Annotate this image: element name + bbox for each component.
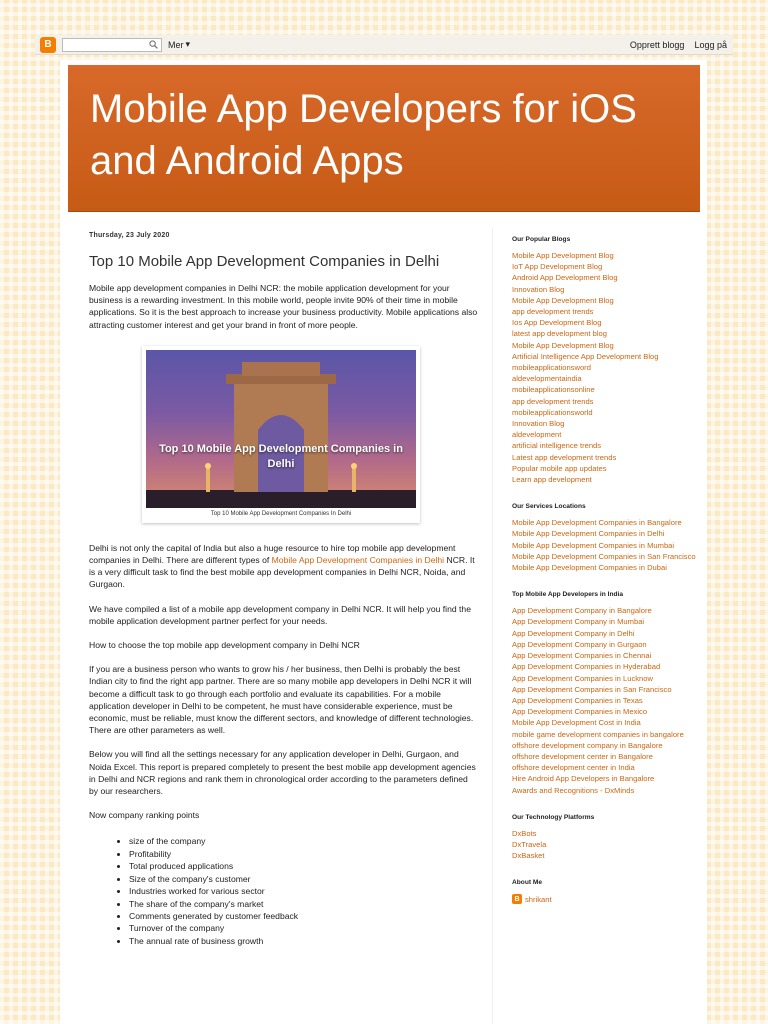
create-blog-link[interactable]: Opprett blogg: [629, 39, 685, 50]
sidebar-link[interactable]: Awards and Recognitions - DxMinds: [512, 785, 635, 795]
top-developers-heading: Top Mobile App Developers in India: [512, 591, 624, 599]
list-item: • Profitability: [129, 848, 479, 860]
india-gate-image[interactable]: [146, 350, 416, 508]
sidebar-link[interactable]: App Development Companies in Texas: [512, 695, 643, 705]
login-link[interactable]: Logg på: [694, 39, 727, 50]
image-caption: Top 10 Mobile App Development Companies In Delhi: [210, 511, 352, 517]
post-intro: Mobile app development companies in Delhi NCR: the mobile application development for your business is a rewarding investment. In this mobile world, people invite 90% of their time in mobile applications. So it is the best approach to increase your business productivity. Mobile applications also attracting customer interest and get your brand in front of more people.: [89, 283, 478, 330]
chevron-down-icon: ▾: [185, 39, 191, 49]
list-item: • Total produced applications: [129, 860, 479, 872]
sidebar-link[interactable]: Mobile App Development Companies in Dubai: [512, 563, 667, 573]
blogger-logo-icon[interactable]: B: [40, 37, 56, 53]
post-title[interactable]: Top 10 Mobile App Development Companies in Delhi: [89, 253, 440, 270]
sidebar-link[interactable]: Mobile App Development Blog: [512, 340, 614, 350]
post-paragraph-3: How to choose the top mobile app development company in Delhi NCR: [89, 640, 360, 651]
search-icon[interactable]: [149, 40, 158, 49]
sidebar-link[interactable]: IoT App Development Blog: [512, 262, 603, 272]
sidebar-link[interactable]: App Development Company in Mumbai: [512, 617, 645, 627]
author-profile: [512, 894, 702, 904]
sidebar-link[interactable]: Mobile App Development Companies in Delhi: [512, 529, 665, 539]
sidebar-link[interactable]: App Development Companies in Lucknow: [512, 673, 653, 683]
sidebar-link[interactable]: Learn app development: [512, 475, 592, 485]
sidebar-link[interactable]: Hire Android App Developers in Bangalore: [512, 774, 655, 784]
sidebar-link[interactable]: mobile game development companies in bangalore: [512, 729, 684, 739]
image-overlay-text: Top 10 Mobile App Development Companies in Delhi: [159, 443, 403, 470]
list-item: • Turnover of the company: [129, 922, 479, 934]
sidebar-link[interactable]: mobileapplicationsonline: [512, 385, 595, 395]
post-paragraph-4: If you are a business person who wants to grow his / her business, then Delhi is probably the best Indian city to find the right app partner. There are so many mobile app developers in Delhi NCR it will become a difficult task to go through each portfolio and evaluate its capabilities. For a mobile application developer in Delhi to be competent, he must have considerable experience, must be economic, must be reliable, must know the different sectors, and knowledge of different technologies. There are other parameters as well.: [89, 664, 474, 736]
sidebar-link[interactable]: App Development Company in Gurgaon: [512, 639, 647, 649]
list-item: • Industries worked for various sector: [129, 885, 479, 897]
sidebar-link[interactable]: App Development Companies in Hyderabad: [512, 662, 661, 672]
sidebar-link[interactable]: Popular mobile app updates: [512, 463, 607, 473]
sidebar-link[interactable]: app development trends: [512, 396, 594, 406]
blogger-profile-icon: B: [512, 894, 522, 904]
sidebar-link[interactable]: mobileapplicationsword: [512, 363, 591, 373]
sidebar-link[interactable]: offshore development company in Bangalore: [512, 740, 663, 750]
sidebar-link[interactable]: App Development Companies in Mexico: [512, 707, 648, 717]
list-item: • The annual rate of business growth: [129, 935, 479, 947]
sidebar: [512, 236, 702, 904]
post-paragraph-2: We have compiled a list of a mobile app development company in Delhi NCR. It will help you find the mobile application development partner perfect for your needs.: [89, 603, 471, 626]
sidebar-link[interactable]: Mobile App Development Blog: [512, 295, 614, 305]
sidebar-link[interactable]: offshore development center in Bangalore: [512, 751, 653, 761]
list-item: • size of the company: [129, 835, 479, 847]
sidebar-link[interactable]: Artificial Intelligence App Development Blog: [512, 351, 659, 361]
blog-page: [60, 60, 707, 1024]
sidebar-link[interactable]: Latest app development trends: [512, 452, 617, 462]
sidebar-link[interactable]: Mobile App Development Cost in India: [512, 718, 641, 728]
ranking-points-list: [129, 835, 479, 947]
sidebar-link[interactable]: Innovation Blog: [512, 419, 565, 429]
sidebar-link[interactable]: aldevelopment: [512, 430, 562, 440]
sidebar-link[interactable]: App Development Company in Delhi: [512, 628, 635, 638]
post-date: Thursday, 23 July 2020: [89, 232, 170, 239]
sidebar-link[interactable]: Android App Development Blog: [512, 273, 618, 283]
service-locations-list: [512, 517, 702, 573]
blog-header: [68, 65, 700, 212]
sidebar-link[interactable]: App Development Companies in Chennai: [512, 651, 652, 661]
sidebar-link[interactable]: DxTravela: [512, 839, 547, 849]
post-paragraph-5: Below you will find all the settings necessary for any application developer in Delhi, Gurgaon, and Noida Excel. This report is prepared completely to present the best mobile app development agencies in Delhi and NCR regions and rank them in chronological order according to the parameters defined by our researchers.: [89, 749, 476, 797]
author-name-link[interactable]: shrikant: [525, 894, 552, 904]
technology-platforms-list: [512, 828, 702, 862]
sidebar-link[interactable]: DxBasket: [512, 851, 545, 861]
delhi-companies-link[interactable]: Mobile App Development Companies in Delhi: [271, 555, 445, 566]
column-divider: [492, 228, 493, 1024]
popular-blogs-heading: Our Popular Blogs: [512, 236, 571, 243]
service-locations-heading: Our Services Locations: [512, 503, 586, 511]
more-menu[interactable]: [168, 39, 190, 50]
sidebar-link[interactable]: Innovation Blog: [512, 284, 565, 294]
post-column: [89, 232, 479, 947]
sidebar-link[interactable]: latest app development blog: [512, 329, 607, 339]
sidebar-link[interactable]: Mobile App Development Companies in Mumbai: [512, 540, 675, 550]
post-figure: [142, 346, 420, 523]
search-input[interactable]: [62, 38, 162, 52]
blogger-navbar: [35, 35, 733, 55]
top-developers-list: [512, 605, 702, 795]
list-item: • The share of the company's market: [129, 898, 479, 910]
sidebar-link[interactable]: Mobile App Development Blog: [512, 251, 614, 260]
sidebar-link[interactable]: aldevelopmentaindia: [512, 374, 582, 384]
list-item: • Size of the company's customer: [129, 873, 479, 885]
sidebar-link[interactable]: mobileapplicationsworld: [512, 407, 593, 417]
list-item: • Comments generated by customer feedback: [129, 910, 479, 922]
post-paragraph-6: Now company ranking points: [89, 810, 200, 821]
post-paragraph-1: [89, 542, 479, 591]
india-gate-illustration: [146, 350, 416, 508]
sidebar-link[interactable]: artificial intelligence trends: [512, 441, 602, 451]
sidebar-link[interactable]: App Development Companies in San Francisco: [512, 684, 672, 694]
sidebar-link[interactable]: offshore development center in India: [512, 763, 635, 773]
sidebar-link[interactable]: App Development Company in Bangalore: [512, 606, 652, 616]
sidebar-link[interactable]: Mobile App Development Companies in San Francisco: [512, 551, 696, 561]
sidebar-link[interactable]: Mobile App Development Companies in Bangalore: [512, 518, 682, 528]
about-me-heading: About Me: [512, 879, 543, 887]
popular-blogs-list: [512, 250, 702, 485]
para1-text-a: Delhi is not only the capital of India but also a huge resource to hire top mobile app development companies in Delhi. There are different types of: [89, 542, 456, 566]
sidebar-link[interactable]: app development trends: [512, 307, 594, 317]
blog-title[interactable]: Mobile App Developers for iOS and Android Apps: [90, 87, 637, 183]
sidebar-link[interactable]: Ios App Development Blog: [512, 318, 602, 328]
technology-platforms-heading: Our Technology Platforms: [512, 813, 595, 821]
para1-text-b: NCR. It is a very difficult task to find the best mobile app development companies in Delhi NCR, Noida, and Gurgaon.: [89, 555, 475, 590]
navbar-actions: [630, 40, 727, 50]
sidebar-link[interactable]: DxBots: [512, 828, 537, 838]
more-menu-label: Mer: [168, 39, 184, 50]
